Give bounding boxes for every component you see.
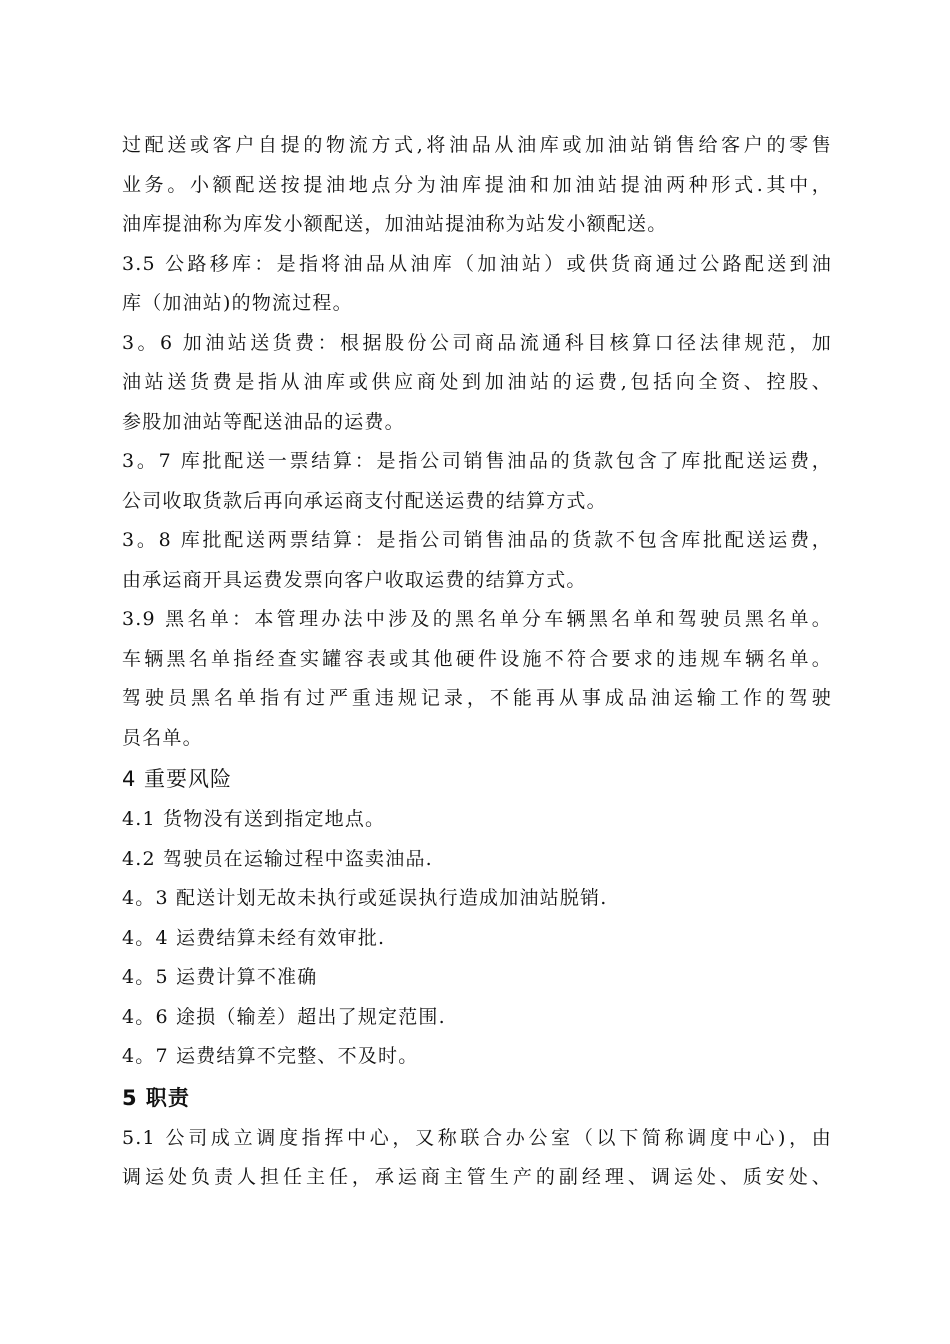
document-page [122,126,832,1198]
risk-item: 4。4 运费结算未经有效审批. [122,926,386,949]
paragraph-line: 3.9 黑名单：本管理办法中涉及的黑名单分车辆黑名单和驾驶员黑名单。 [122,608,832,630]
risk-item: 4.1 货物没有送到指定地点。 [122,808,386,830]
paragraph-line: 库（加油站)的物流过程。 [122,292,353,314]
risk-item: 4.2 驾驶员在运输过程中盗卖油品. [122,847,433,870]
paragraph-line: 车辆黑名单指经查实罐容表或其他硬件设施不符合要求的违规车辆名单。 [122,647,832,670]
risk-item: 4。5 运费计算不准确 [122,966,318,988]
paragraph-line: 驾驶员黑名单指有过严重违规记录，不能再从事成品油运输工作的驾驶 [122,687,832,709]
paragraph-line: 过配送或客户自提的物流方式,将油品从油库或加油站销售给客户的零售 [122,134,832,156]
paragraph-line: 油库提油称为库发小额配送，加油站提油称为站发小额配送。 [122,213,668,235]
paragraph-line: 由承运商开具运费发票向客户收取运费的结算方式。 [122,568,587,591]
paragraph-line: 员名单。 [122,726,203,749]
paragraph-line: 5.1 公司成立调度指挥中心，又称联合办公室（以下简称调度中心)，由 [122,1126,832,1149]
section-heading-risks: 4 重要风险 [122,767,233,791]
risk-item: 4。7 运费结算不完整、不及时。 [122,1045,419,1067]
paragraph-line: 3。8 库批配送两票结算：是指公司销售油品的货款不包含库批配送运费， [122,529,832,551]
paragraph-line: 参股加油站等配送油品的运费。 [122,410,405,433]
paragraph-line: 业务。小额配送按提油地点分为油库提油和加油站提油两种形式.其中， [122,173,832,196]
risk-item: 4。3 配送计划无故未执行或延误执行造成加油站脱销. [122,887,608,909]
paragraph-line: 公司收取货款后再向承运商支付配送运费的结算方式。 [122,489,607,512]
paragraph-line: 3.5 公路移库：是指将油品从油库（加油站）或供货商通过公路配送到油 [122,252,832,275]
paragraph-line: 油站送货费是指从油库或供应商处到加油站的运费,包括向全资、控股、 [122,371,832,393]
paragraph-line: 调运处负责人担任主任，承运商主管生产的副经理、调运处、质安处、 [122,1166,832,1188]
paragraph-line: 3。7 库批配送一票结算：是指公司销售油品的货款包含了库批配送运费， [122,450,832,472]
risk-item: 4。6 途损（输差）超出了规定范围. [122,1005,446,1028]
paragraph-line: 3。6 加油站送货费：根据股份公司商品流通科目核算口径法律规范，加 [122,331,832,354]
section-heading-duties: 5 职责 [122,1085,190,1110]
